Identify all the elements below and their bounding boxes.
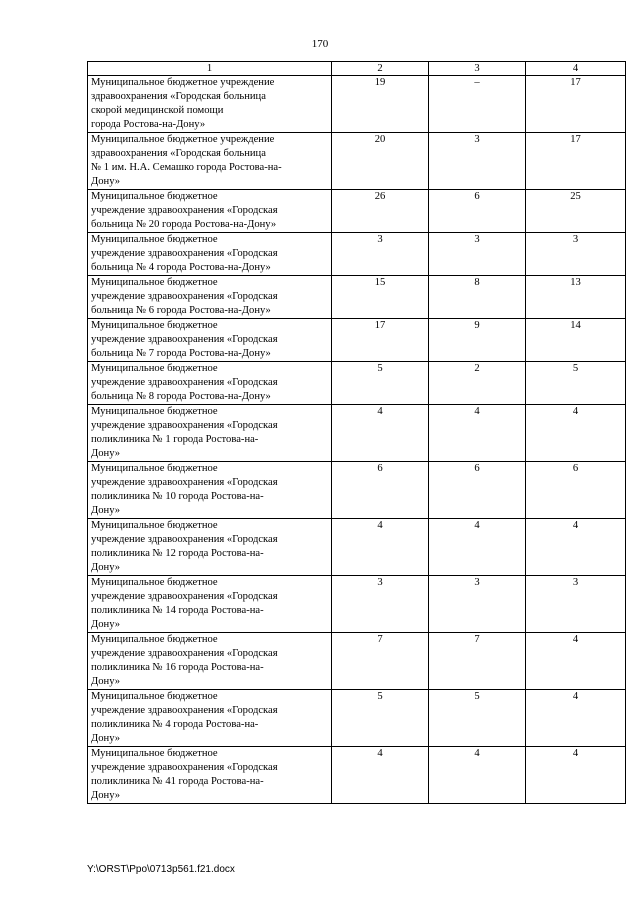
institution-name-line: Муниципальное бюджетное (91, 363, 218, 374)
value-cell-col-3: 7 (429, 633, 526, 690)
table-row (88, 190, 626, 233)
institution-name-line: Муниципальное бюджетное учреждение (91, 134, 275, 145)
institution-name-line: скорой медицинской помощи (91, 105, 224, 116)
institution-name-line: № 1 им. Н.А. Семашко города Ростова-на- (91, 162, 282, 173)
value-cell-col-4: 25 (526, 190, 626, 233)
value-cell-col-3: 4 (429, 405, 526, 462)
institution-name-line: Дону» (91, 733, 121, 744)
column-header-3: 3 (429, 62, 526, 76)
value-cell-col-2: 3 (332, 576, 429, 633)
institution-name-cell (88, 319, 332, 362)
value-cell-col-4: 3 (526, 576, 626, 633)
value-cell-col-2: 3 (332, 233, 429, 276)
institution-name-line: Дону» (91, 562, 121, 573)
value-cell-col-2: 4 (332, 747, 429, 804)
value-cell-col-4: 4 (526, 405, 626, 462)
institution-name-line: учреждение здравоохранения «Городская (91, 705, 278, 716)
institution-name-cell (88, 276, 332, 319)
institution-name-line: учреждение здравоохранения «Городская (91, 248, 278, 259)
institution-name-cell (88, 405, 332, 462)
value-cell-col-2: 17 (332, 319, 429, 362)
institution-name-line: Муниципальное бюджетное (91, 277, 218, 288)
institution-name-line: Муниципальное бюджетное (91, 634, 218, 645)
institution-name-cell (88, 747, 332, 804)
value-cell-col-3: 8 (429, 276, 526, 319)
value-cell-col-4: 17 (526, 76, 626, 133)
institution-name-line: Муниципальное бюджетное (91, 234, 218, 245)
value-cell-col-4: 4 (526, 633, 626, 690)
institution-name-line: Муниципальное бюджетное (91, 320, 218, 331)
institution-name-line: Дону» (91, 790, 121, 801)
value-cell-col-3: 3 (429, 133, 526, 190)
institution-name-line: поликлиника № 1 города Ростова-на- (91, 434, 259, 445)
institution-name-line: учреждение здравоохранения «Городская (91, 648, 278, 659)
institution-name-line: Муниципальное бюджетное (91, 520, 218, 531)
institution-name-line: Дону» (91, 505, 121, 516)
institution-name-line: поликлиника № 4 города Ростова-на- (91, 719, 259, 730)
file-path-footer: Y:\ORST\Ppo\0713p561.f21.docx (87, 864, 235, 875)
value-cell-col-2: 5 (332, 690, 429, 747)
table-row (88, 233, 626, 276)
value-cell-col-3: 6 (429, 462, 526, 519)
value-cell-col-2: 15 (332, 276, 429, 319)
institution-name-line: больница № 4 города Ростова-на-Дону» (91, 262, 271, 273)
value-cell-col-2: 19 (332, 76, 429, 133)
institution-name-cell (88, 690, 332, 747)
institution-name-cell (88, 76, 332, 133)
institution-name-line: учреждение здравоохранения «Городская (91, 477, 278, 488)
column-header-2: 2 (332, 62, 429, 76)
table-row (88, 276, 626, 319)
table-row (88, 576, 626, 633)
institution-name-line: учреждение здравоохранения «Городская (91, 420, 278, 431)
table-header-row (88, 62, 626, 76)
value-cell-col-2: 6 (332, 462, 429, 519)
value-cell-col-3: 4 (429, 747, 526, 804)
value-cell-col-2: 26 (332, 190, 429, 233)
table-row (88, 633, 626, 690)
institution-name-cell (88, 133, 332, 190)
value-cell-col-2: 7 (332, 633, 429, 690)
table-row (88, 690, 626, 747)
institution-name-line: города Ростова-на-Дону» (91, 119, 206, 130)
institution-name-line: поликлиника № 14 города Ростова-на- (91, 605, 264, 616)
institution-name-line: учреждение здравоохранения «Городская (91, 377, 278, 388)
table-row (88, 133, 626, 190)
table-row (88, 519, 626, 576)
institution-name-line: Дону» (91, 176, 121, 187)
value-cell-col-4: 13 (526, 276, 626, 319)
institution-name-line: Муниципальное бюджетное (91, 406, 218, 417)
value-cell-col-3: 4 (429, 519, 526, 576)
value-cell-col-3: 5 (429, 690, 526, 747)
institution-name-line: Муниципальное бюджетное (91, 463, 218, 474)
institution-name-line: Дону» (91, 619, 121, 630)
institution-name-line: Дону» (91, 448, 121, 459)
value-cell-col-2: 4 (332, 405, 429, 462)
value-cell-col-4: 4 (526, 690, 626, 747)
data-table (87, 61, 626, 804)
institution-name-line: больница № 8 города Ростова-на-Дону» (91, 391, 271, 402)
institution-name-line: учреждение здравоохранения «Городская (91, 534, 278, 545)
institution-name-cell (88, 462, 332, 519)
institution-name-line: поликлиника № 41 города Ростова-на- (91, 776, 264, 787)
institution-name-line: Муниципальное бюджетное (91, 577, 218, 588)
value-cell-col-3: 2 (429, 362, 526, 405)
value-cell-col-3: – (429, 76, 526, 133)
institution-name-line: Муниципальное бюджетное (91, 691, 218, 702)
value-cell-col-3: 3 (429, 576, 526, 633)
institution-name-line: больница № 20 города Ростова-на-Дону» (91, 219, 277, 230)
table-row (88, 462, 626, 519)
institution-name-line: больница № 6 города Ростова-на-Дону» (91, 305, 271, 316)
institution-name-cell (88, 576, 332, 633)
institution-name-line: больница № 7 города Ростова-на-Дону» (91, 348, 271, 359)
value-cell-col-4: 17 (526, 133, 626, 190)
table-row (88, 405, 626, 462)
institution-name-cell (88, 633, 332, 690)
institution-name-line: поликлиника № 10 города Ростова-на- (91, 491, 264, 502)
table-row (88, 319, 626, 362)
institution-name-line: Муниципальное бюджетное учреждение (91, 77, 275, 88)
institution-name-line: учреждение здравоохранения «Городская (91, 205, 278, 216)
institution-name-cell (88, 233, 332, 276)
table-row (88, 76, 626, 133)
value-cell-col-4: 4 (526, 519, 626, 576)
column-header-4: 4 (526, 62, 626, 76)
column-header-1: 1 (88, 62, 332, 76)
institution-name-line: поликлиника № 12 города Ростова-на- (91, 548, 264, 559)
value-cell-col-4: 14 (526, 319, 626, 362)
institution-name-cell (88, 190, 332, 233)
institution-name-line: здравоохранения «Городская больница (91, 148, 266, 159)
institution-name-cell (88, 519, 332, 576)
value-cell-col-3: 9 (429, 319, 526, 362)
value-cell-col-2: 5 (332, 362, 429, 405)
value-cell-col-3: 6 (429, 190, 526, 233)
value-cell-col-2: 20 (332, 133, 429, 190)
page-number: 170 (311, 38, 329, 50)
institution-name-line: учреждение здравоохранения «Городская (91, 591, 278, 602)
value-cell-col-4: 4 (526, 747, 626, 804)
institution-name-line: поликлиника № 16 города Ростова-на- (91, 662, 264, 673)
value-cell-col-3: 3 (429, 233, 526, 276)
institution-name-line: Дону» (91, 676, 121, 687)
table-row (88, 362, 626, 405)
table-body (88, 76, 626, 804)
institution-name-line: здравоохранения «Городская больница (91, 91, 266, 102)
value-cell-col-2: 4 (332, 519, 429, 576)
value-cell-col-4: 5 (526, 362, 626, 405)
institution-name-line: учреждение здравоохранения «Городская (91, 334, 278, 345)
institution-name-line: учреждение здравоохранения «Городская (91, 291, 278, 302)
institution-name-line: Муниципальное бюджетное (91, 191, 218, 202)
table-row (88, 747, 626, 804)
institution-name-line: Муниципальное бюджетное (91, 748, 218, 759)
institution-name-cell (88, 362, 332, 405)
value-cell-col-4: 3 (526, 233, 626, 276)
institution-name-line: учреждение здравоохранения «Городская (91, 762, 278, 773)
value-cell-col-4: 6 (526, 462, 626, 519)
